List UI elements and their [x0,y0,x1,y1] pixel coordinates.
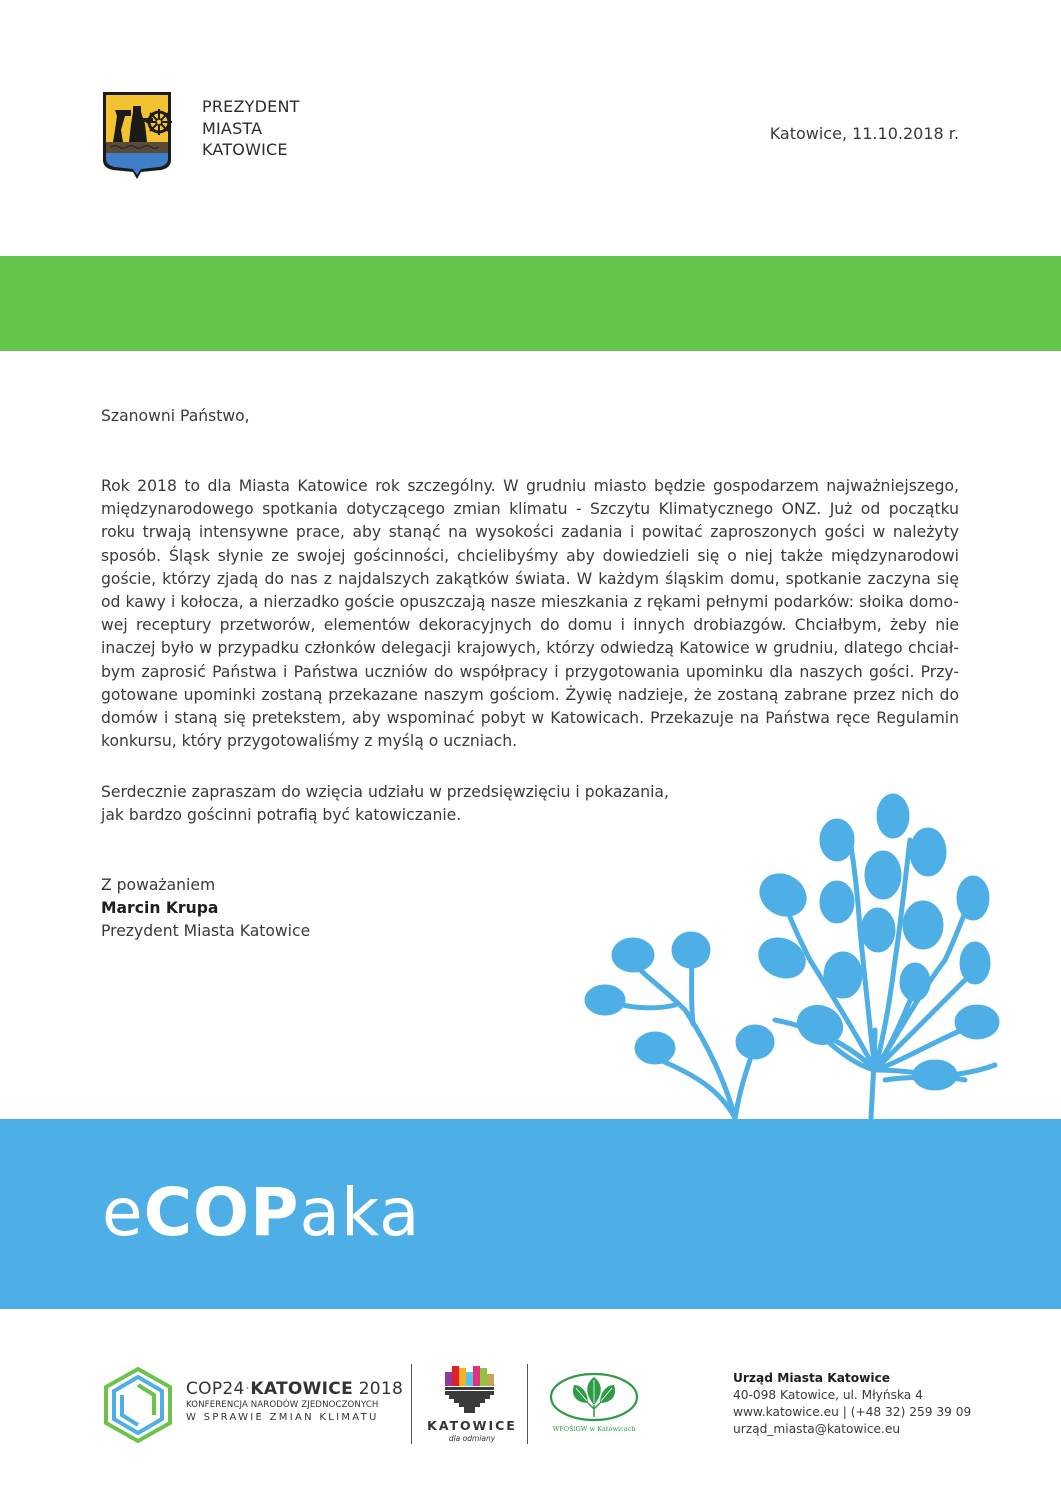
footer-divider [411,1364,412,1444]
wfosigw-logo-text: WFOŚiGW w Katowicach [552,1425,636,1433]
letter-paragraph-1 [101,475,959,753]
closing-phrase: Z poważaniem [101,876,216,894]
paragraph-line: międzynarodowego spotkania dotyczącego zmian klimatu - Szczytu Klimatycznego ONZ. Już od początku [101,500,959,519]
paragraph-line: Rok 2018 to dla Miasta Katowice rok szczególny. W grudniu miasto będzie gospodarzem najważniejszego, [101,477,959,495]
org-name-line: KATOWICE [202,140,288,159]
brand-suffix: aka [299,1174,421,1251]
contact-address: 40-098 Katowice, ul. Młyńska 4 [733,1388,923,1402]
paragraph-line: jak bardzo gościnni potrafią być katowiczanie. [101,806,462,825]
paragraph-line: od kawy i kołocza, a nierzadko goście opuszczają nasze mieszkania z rękami pełnymi podarków: słoika domo- [101,593,959,612]
paragraph-line: bym zaprosić Państwa i Państwa uczniów do współpracy i przygotowania upominku dla naszych gości. Przy- [101,662,959,681]
katowice-logo-name: KATOWICE [427,1418,517,1433]
paragraph-line: goście, którzy zjadą do nas z najdalszych zakątków świata. W każdym śląskim domu, spotkanie zaczyna się [101,569,959,588]
cop24-title-city: KATOWICE [250,1379,353,1399]
contact-web-phone: www.katowice.eu | (+48 32) 259 39 09 [733,1405,972,1419]
cop24-logo-text [186,1379,403,1424]
signer-name: Marcin Krupa [101,899,219,918]
letter-date: Katowice, 11.10.2018 r. [769,124,959,143]
paragraph-line: konkursu, który przygotowaliśmy z myślą o uczniach. [101,732,518,751]
contact-organization: Urząd Miasta Katowice [733,1371,891,1385]
katowice-logo-tagline: dla odmiany [448,1434,496,1443]
cop24-title-prefix: COP24 [186,1379,245,1399]
decorative-plant-icon [570,780,1040,1120]
brand-bold: COP [143,1174,300,1251]
contact-email: urząd_miasta@katowice.eu [733,1422,901,1436]
letter-greeting: Szanowni Państwo, [101,407,250,425]
paragraph-line: roku trwają intensywne prace, aby stanąć na wysokości zadania i powitać zaproszonych gości w należyty [101,523,959,542]
paragraph-line: wej receptury przetworów, elementów dekoracyjnych do domu i innych drobiazgów. Chciałbym, żeby nie [101,616,959,635]
cop24-title [186,1379,403,1399]
katowice-coat-of-arms-icon [101,90,173,180]
org-name [202,96,300,161]
org-name-line: MIASTA [202,118,263,138]
ecopaka-brand-title [102,1174,421,1251]
cop24-logo-icon [100,1365,176,1443]
contact-block [733,1370,971,1438]
paragraph-line: inaczej było w przypadku członków delegacji krajowych, którzy odwiedzą Katowice w grudniu, dlatego chciał- [101,639,959,658]
signer-title: Prezydent Miasta Katowice [101,922,311,941]
footer-divider [527,1364,528,1444]
cop24-subtitle-1: KONFERENCJA NARODÓW ZJEDNOCZONYCH [186,1400,379,1410]
green-header-band [0,256,1061,351]
paragraph-line: gotowane upominki zostaną przekazane naszym gościom. Żywię nadzieje, że zostaną zabrane przez nich do [101,685,959,704]
katowice-city-logo-icon [443,1364,499,1416]
paragraph-line: sposób. Śląsk słynie ze swojej gościnności, chcielibyśmy aby dowiedzieli się o niej także międzynarodowi [101,546,959,565]
cop24-title-year: 2018 [352,1379,404,1399]
brand-prefix: e [102,1174,144,1251]
paragraph-line: Serdecznie zapraszam do wzięcia udziału w przedsięwzięciu i pokazania, [101,783,669,801]
cop24-subtitle-2: W SPRAWIE ZMIAN KLIMATU [186,1412,379,1423]
paragraph-line: domów i staną się pretekstem, aby wspominać pobyt w Katowicach. Przekazuje na Państwa ręce Regulamin [101,709,959,728]
wfosigw-logo-icon [548,1371,640,1423]
org-name-line: PREZYDENT [202,97,300,116]
cop24-title-dot: · [244,1379,251,1399]
